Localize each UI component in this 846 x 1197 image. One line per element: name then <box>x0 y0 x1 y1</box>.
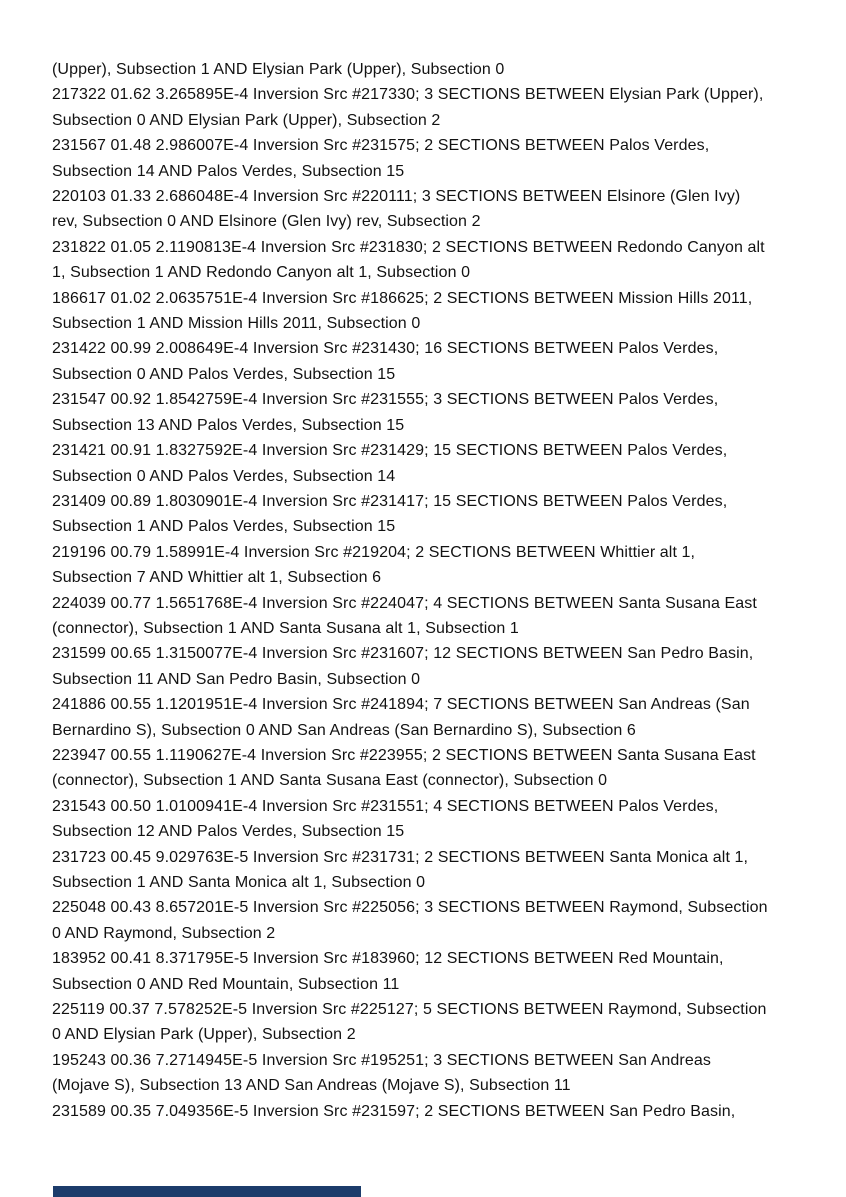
text-line: 231822 01.05 2.1190813E-4 Inversion Src #231830; 2 SECTIONS BETWEEN Redondo Canyon alt <box>52 238 765 256</box>
text-line: 231589 00.35 7.049356E-5 Inversion Src #231597; 2 SECTIONS BETWEEN San Pedro Basin, <box>52 1102 736 1120</box>
text-line: Subsection 7 AND Whittier alt 1, Subsection 6 <box>52 569 382 587</box>
text-line: 231543 00.50 1.0100941E-4 Inversion Src #231551; 4 SECTIONS BETWEEN Palos Verdes, <box>52 797 719 815</box>
text-line: Subsection 12 AND Palos Verdes, Subsection 15 <box>52 823 405 841</box>
text-line: 0 AND Elysian Park (Upper), Subsection 2 <box>52 1026 356 1044</box>
text-line: 195243 00.36 7.2714945E-5 Inversion Src #195251; 3 SECTIONS BETWEEN San Andreas <box>52 1051 711 1069</box>
text-line: (connector), Subsection 1 AND Santa Susana East (connector), Subsection 0 <box>52 772 608 790</box>
text-line: 223947 00.55 1.1190627E-4 Inversion Src #223955; 2 SECTIONS BETWEEN Santa Susana East <box>52 746 756 764</box>
text-line: 217322 01.62 3.265895E-4 Inversion Src #217330; 3 SECTIONS BETWEEN Elysian Park (Upper), <box>52 86 764 104</box>
text-line: rev, Subsection 0 AND Elsinore (Glen Ivy) rev, Subsection 2 <box>52 213 481 231</box>
text-line: (Upper), Subsection 1 AND Elysian Park (Upper), Subsection 0 <box>52 61 505 78</box>
text-line: Subsection 0 AND Palos Verdes, Subsection 15 <box>52 365 396 383</box>
text-line: 231723 00.45 9.029763E-5 Inversion Src #231731; 2 SECTIONS BETWEEN Santa Monica alt 1, <box>52 848 749 866</box>
text-line: Subsection 0 AND Red Mountain, Subsection 11 <box>52 975 400 993</box>
text-line: 225048 00.43 8.657201E-5 Inversion Src #225056; 3 SECTIONS BETWEEN Raymond, Subsection <box>52 899 768 917</box>
text-line: 0 AND Raymond, Subsection 2 <box>52 924 276 942</box>
text-line: Subsection 13 AND Palos Verdes, Subsection 15 <box>52 416 405 434</box>
text-line: 231547 00.92 1.8542759E-4 Inversion Src #231555; 3 SECTIONS BETWEEN Palos Verdes, <box>52 391 719 409</box>
text-line: Subsection 1 AND Palos Verdes, Subsection 15 <box>52 518 396 536</box>
text-line: 225119 00.37 7.578252E-5 Inversion Src #225127; 5 SECTIONS BETWEEN Raymond, Subsection <box>52 1001 767 1019</box>
text-line: (Mojave S), Subsection 13 AND San Andreas (Mojave S), Subsection 11 <box>52 1077 571 1095</box>
text-line: 224039 00.77 1.5651768E-4 Inversion Src #224047; 4 SECTIONS BETWEEN Santa Susana East <box>52 594 757 612</box>
text-line: 231409 00.89 1.8030901E-4 Inversion Src #231417; 15 SECTIONS BETWEEN Palos Verdes, <box>52 492 728 510</box>
text-line: Subsection 0 AND Palos Verdes, Subsection 14 <box>52 467 396 485</box>
text-line: Subsection 0 AND Elysian Park (Upper), Subsection 2 <box>52 111 441 129</box>
text-line: Subsection 11 AND San Pedro Basin, Subsection 0 <box>52 670 421 688</box>
text-line: Subsection 14 AND Palos Verdes, Subsection 15 <box>52 162 405 180</box>
text-line: 186617 01.02 2.0635751E-4 Inversion Src #186625; 2 SECTIONS BETWEEN Mission Hills 2011, <box>52 289 753 307</box>
text-line: 231421 00.91 1.8327592E-4 Inversion Src #231429; 15 SECTIONS BETWEEN Palos Verdes, <box>52 442 728 460</box>
text-line: Subsection 1 AND Santa Monica alt 1, Subsection 0 <box>52 874 426 891</box>
text-line: Bernardino S), Subsection 0 AND San Andreas (San Bernardino S), Subsection 6 <box>52 721 636 739</box>
text-line: (connector), Subsection 1 AND Santa Susana alt 1, Subsection 1 <box>52 619 519 637</box>
text-line: 1, Subsection 1 AND Redondo Canyon alt 1, Subsection 0 <box>52 264 471 282</box>
text-line: 231422 00.99 2.008649E-4 Inversion Src #231430; 16 SECTIONS BETWEEN Palos Verdes, <box>52 340 719 358</box>
text-line: 241886 00.55 1.1201951E-4 Inversion Src #241894; 7 SECTIONS BETWEEN San Andreas (San <box>52 696 750 714</box>
text-line: 231567 01.48 2.986007E-4 Inversion Src #231575; 2 SECTIONS BETWEEN Palos Verdes, <box>52 137 710 155</box>
text-line: 231599 00.65 1.3150077E-4 Inversion Src #231607; 12 SECTIONS BETWEEN San Pedro Basin, <box>52 645 754 663</box>
text-line: 183952 00.41 8.371795E-5 Inversion Src #183960; 12 SECTIONS BETWEEN Red Mountain, <box>52 950 724 968</box>
text-content <box>52 57 808 1124</box>
text-line: 219196 00.79 1.58991E-4 Inversion Src #219204; 2 SECTIONS BETWEEN Whittier alt 1, <box>52 543 696 561</box>
text-line: 220103 01.33 2.686048E-4 Inversion Src #220111; 3 SECTIONS BETWEEN Elsinore (Glen Ivy) <box>52 188 741 206</box>
text-line: Subsection 1 AND Mission Hills 2011, Subsection 0 <box>52 315 421 333</box>
selection-highlight-bar <box>53 1186 361 1197</box>
